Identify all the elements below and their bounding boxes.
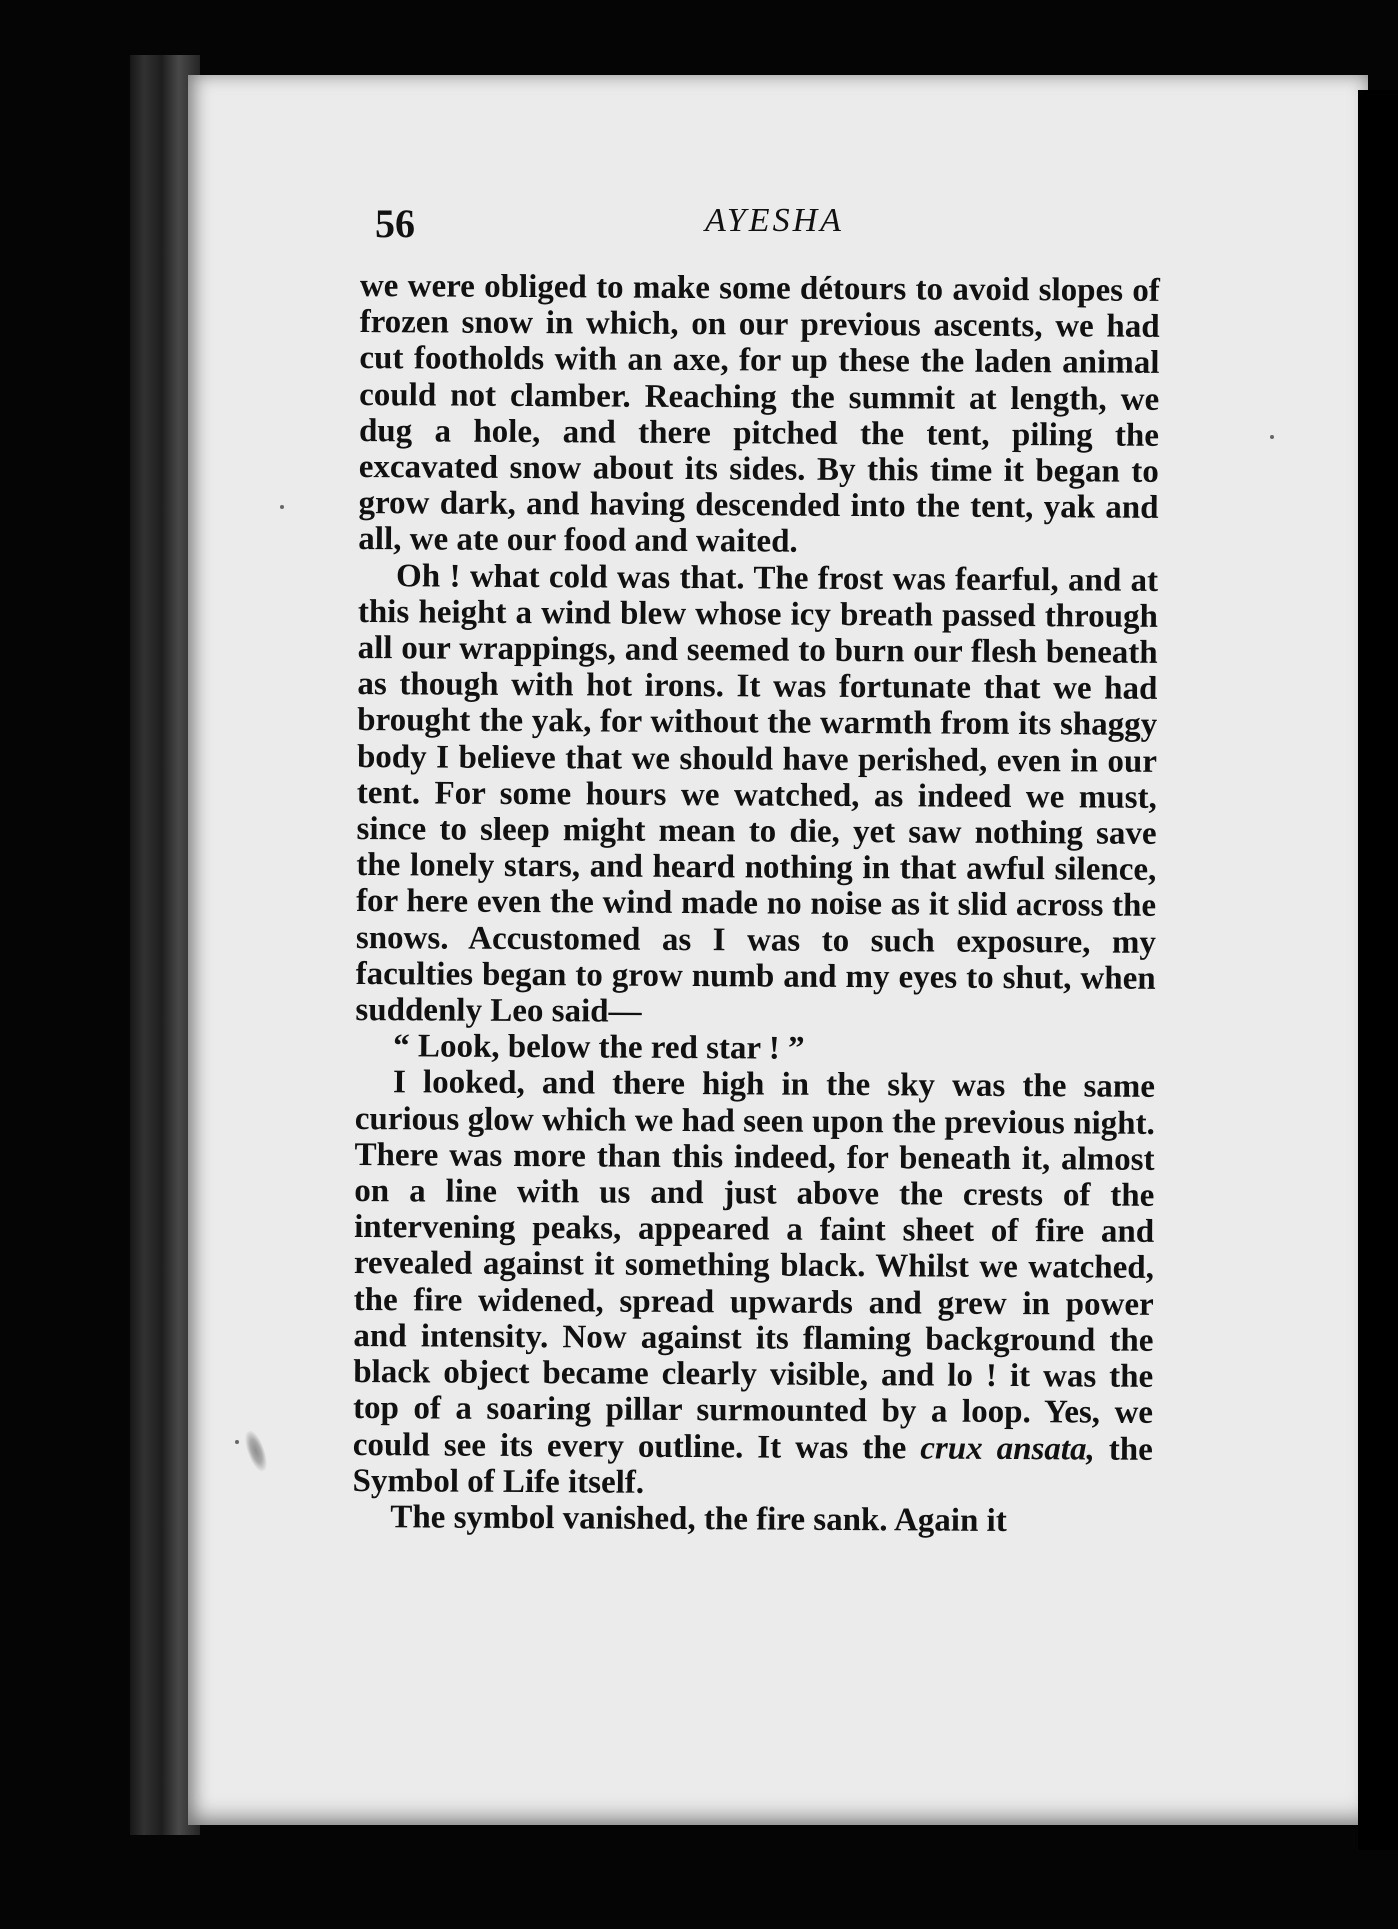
emphasis-text: crux ansata, xyxy=(920,1429,1095,1468)
paragraph: we were obliged to make some détours to avoid slopes of frozen snow in which, on our previous ascents, we had cut footholds with an axe, for up these the laden animal could not clamber. Reaching the summit at length, we dug a hole, and there pitched the tent, piling the excavated snow about its sides. By this time it began to grow dark, and having descended into the tent, yak and all, we ate our food and waited. xyxy=(358,268,1160,561)
page-right-shadow xyxy=(1358,90,1398,1850)
paragraph-text: the Symbol of Life itself. xyxy=(352,1431,1153,1501)
body-text xyxy=(352,268,1160,1540)
paragraph-text: I looked, and there high in the sky was the same curious glow which we had seen upon the previous night. There was more than this indeed, for beneath it, almost on a line with us and just above the crests of the intervening peaks, appeared a faint sheet of fire and revealed against it something black. Whilst we watched, the fire widened, spread upwards and grew in power and intensity. Now against its flaming background the black object became clearly visible, and lo ! it was the top of a soaring pillar surmounted by a loop. Yes, we could see its every outline. It was the xyxy=(352,1064,1156,1466)
paragraph: “ Look, below the red star ! ” xyxy=(393,1028,805,1067)
page-header xyxy=(375,200,1165,260)
paragraph xyxy=(352,1064,1155,1503)
running-title: AYESHA xyxy=(705,202,844,239)
paragraph: The symbol vanished, the fire sank. Again it xyxy=(390,1499,1007,1539)
scan-speck xyxy=(235,1440,239,1444)
scan-speck xyxy=(1270,435,1274,439)
page-number: 56 xyxy=(375,201,415,246)
scan-speck xyxy=(280,505,284,509)
paragraph: Oh ! what cold was that. The frost was fearful, and at this height a wind blew whose icy breath passed through all our wrappings, and seemed to burn our flesh beneath as though with hot irons. It was fortunate that we had brought the yak, for without the warmth from its shaggy body I believe that we should have perished, even in our tent. For some hours we watched, as indeed we must, since to sleep might mean to die, yet saw nothing save the lonely stars, and heard nothing in that awful silence, for here even the wind made no noise as it slid across the snows. Accustomed as I was to such exposure, my faculties began to grow numb and my eyes to shut, when suddenly Leo said— xyxy=(355,557,1159,1030)
